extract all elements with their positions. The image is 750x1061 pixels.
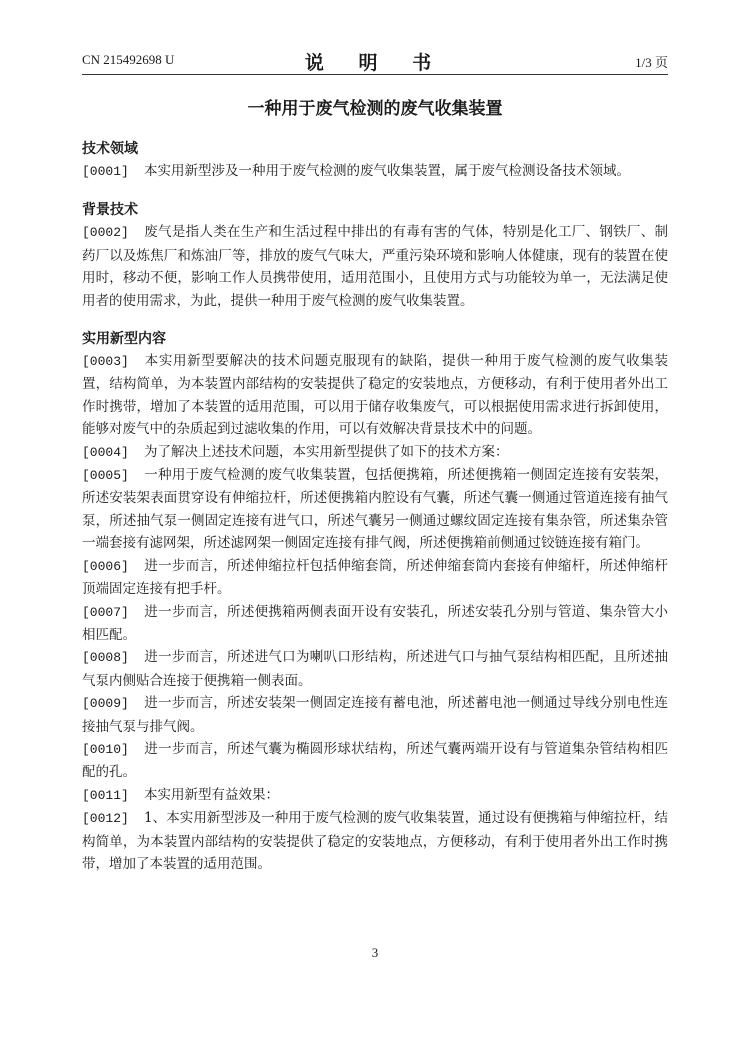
page-of: 1/3 页 (635, 55, 668, 70)
paragraph-number: [0004] (82, 444, 129, 460)
paragraph-text: 进一步而言，所述伸缩拉杆包括伸缩套筒，所述伸缩套筒内套接有伸缩杆，所述伸缩杆顶端固定连接有把手杆。 (82, 557, 668, 598)
paragraph-number: [0010] (82, 741, 129, 757)
patent-number: CN 215492698 U (82, 52, 175, 67)
paragraph-text: 为了解决上述技术问题，本实用新型提供了如下的技术方案： (144, 443, 509, 460)
paragraph (82, 555, 668, 601)
paragraph-text: 进一步而言，所述气囊为椭圆形球状结构，所述气囊两端开设有与管道集杂管结构相匹配的孔。 (82, 740, 668, 781)
paragraph-text: 本实用新型涉及一种用于废气检测的废气收集装置，属于废气检测设备技术领域。 (144, 163, 630, 179)
paragraph-text: 本实用新型要解决的技术问题克服现有的缺陷，提供一种用于废气检测的废气收集装置，结构简单，为本装置内部结构的安装提供了稳定的安装地点，方便移动，有利于使用者外出工作时携带，增加了本装置的适用范围，可以用于储存收集废气，可以根据使用需求进行拆卸使用，能够对废气中的杂质起到过滤收集的作用，可以有效解决背景技术中的问题。 (82, 353, 668, 438)
paragraph (82, 350, 668, 441)
paragraph (82, 601, 668, 647)
paragraph (82, 692, 668, 738)
paragraph (82, 646, 668, 692)
paragraph-number: [0002] (82, 225, 129, 241)
document-type: 说 明 书 (304, 52, 446, 74)
paragraph (82, 441, 668, 464)
paragraph-number: [0005] (82, 468, 129, 484)
paragraph (82, 807, 668, 875)
paragraph-text: 进一步而言，所述便携箱两侧表面开设有安装孔，所述安装孔分别与管道、集杂管大小相匹配。 (82, 603, 668, 643)
paragraph (82, 221, 668, 312)
paragraph (82, 464, 668, 555)
paragraph (82, 160, 668, 183)
paragraph-number: [0006] (82, 558, 129, 574)
section-heading: 背景技术 (82, 202, 138, 219)
document-title: 一种用于废气检测的废气收集装置 (247, 99, 503, 119)
paragraph-text: 一种用于废气检测的废气收集装置，包括便携箱，所述便携箱一侧固定连接有安装架，所述安装架表面贯穿设有伸缩拉杆，所述便携箱内腔设有气囊，所述气囊一侧通过管道连接有抽气泵，所述抽气泵一侧固定连接有进气口，所述气囊另一侧通过螺纹固定连接有集杂管，所述集杂管一端套接有滤网架，所述滤网架一侧固定连接有排气阀，所述便携箱前侧通过铰链连接有箱门。 (82, 467, 668, 552)
page-header (82, 48, 668, 74)
paragraph-number: [0012] (82, 811, 129, 827)
paragraph-text: 进一步而言，所述进气口为喇叭口形结构，所述进气口与抽气泵结构相匹配，且所述抽气泵内侧贴合连接于便携箱一侧表面。 (82, 649, 668, 689)
paragraph (82, 738, 668, 784)
paragraph-text: 废气是指人类在生产和生活过程中排出的有毒有害的气体，特别是化工厂、钢铁厂、制药厂以及炼焦厂和炼油厂等，排放的废气气味大，严重污染环境和影响人体健康，现有的装置在使用时，移动不便，影响工作人员携带使用，适用范围小，且使用方式与功能较为单一，无法满足使用者的使用需求，为此，提供一种用于废气检测的废气收集装置。 (82, 224, 668, 309)
paragraph-number: [0001] (82, 164, 129, 179)
document-body (82, 138, 668, 875)
section-heading: 技术领域 (82, 141, 138, 157)
paragraph-number: [0007] (82, 604, 129, 620)
paragraph-text: 进一步而言，所述安装架一侧固定连接有蓄电池，所述蓄电池一侧通过导线分别电性连接抽气泵与排气阀。 (82, 695, 668, 735)
paragraph-number: [0003] (82, 354, 129, 370)
paragraph-number: [0011] (82, 787, 129, 803)
section-heading: 实用新型内容 (82, 331, 166, 348)
paragraph (82, 784, 668, 807)
page-number: 3 (371, 945, 379, 960)
paragraph-text: 1、本实用新型涉及一种用于废气检测的废气收集装置，通过设有便携箱与伸缩拉杆，结构简单，为本装置内部结构的安装提供了稳定的安装地点，方便移动，有利于使用者外出工作时携带，增加了本装置的适用范围。 (82, 810, 668, 872)
paragraph-text: 本实用新型有益效果： (144, 786, 279, 803)
header-divider (82, 74, 668, 75)
paragraph-number: [0008] (82, 650, 129, 666)
paragraph-number: [0009] (82, 696, 129, 712)
